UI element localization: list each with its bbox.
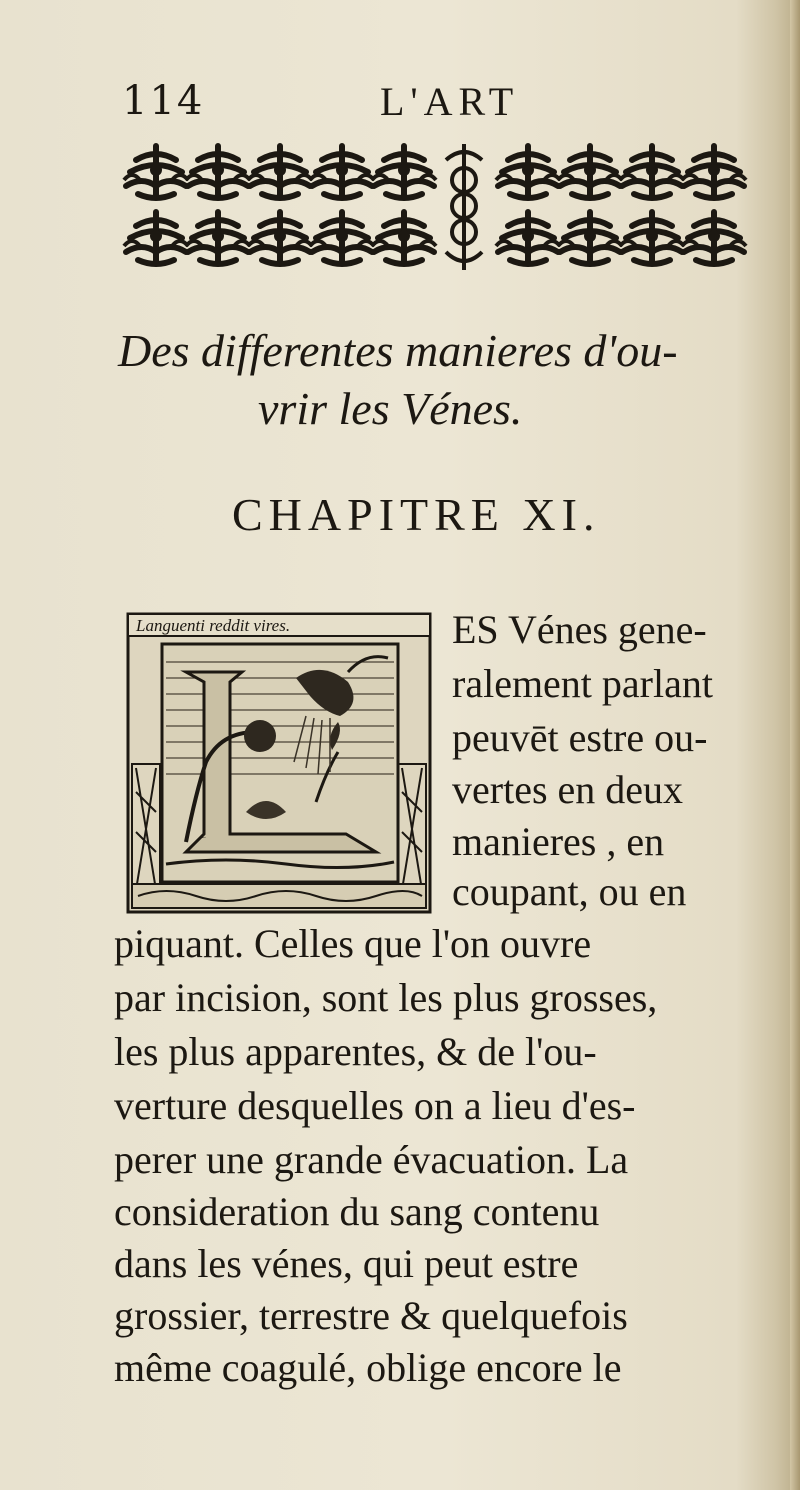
body-line-15: même coagulé, oblige encore le	[114, 1345, 622, 1390]
body-line-1: ES Vénes gene-	[452, 607, 707, 652]
section-title-line-2: vrir les Vénes.	[258, 383, 523, 434]
section-title-line-1: Des differentes manieres d'ou-	[118, 325, 678, 376]
page-edge	[790, 0, 800, 1490]
body-line-7: piquant. Celles que l'on ouvre	[114, 921, 592, 966]
body-line-9: les plus apparentes, & de l'ou-	[114, 1029, 597, 1074]
chapter-heading: CHAPITRE XI.	[232, 489, 601, 540]
initial-letter: L	[202, 834, 206, 840]
body-line-12: consideration du sang contenu	[114, 1189, 600, 1234]
page-header	[118, 78, 738, 138]
decorated-initial	[126, 612, 432, 914]
ornament-row-top	[124, 146, 746, 198]
initial-motto: Languenti reddit vires.	[136, 616, 291, 635]
section-title	[118, 322, 768, 438]
ornament-band	[122, 140, 748, 274]
body-line-2: ralement parlant	[452, 661, 713, 706]
body-line-13: dans les vénes, qui peut estre	[114, 1241, 579, 1286]
ornament-center-column	[446, 144, 482, 270]
body-line-11: perer une grande évacuation. La	[114, 1137, 629, 1182]
body-line-3: peuvēt estre ou-	[452, 715, 708, 760]
ornament-row-bottom	[124, 212, 746, 264]
body-line-5: manieres , en	[452, 819, 665, 864]
body-line-6: coupant, ou en	[452, 869, 687, 914]
body-line-4: vertes en deux	[452, 767, 684, 812]
body-line-14: grossier, terrestre & quelquefois	[114, 1293, 628, 1338]
running-head: L'ART	[380, 79, 520, 124]
page-number: 114	[122, 78, 205, 124]
body-line-8: par incision, sont les plus grosses,	[114, 975, 658, 1020]
body-line-10: verture desquelles on a lieu d'es-	[114, 1083, 636, 1128]
